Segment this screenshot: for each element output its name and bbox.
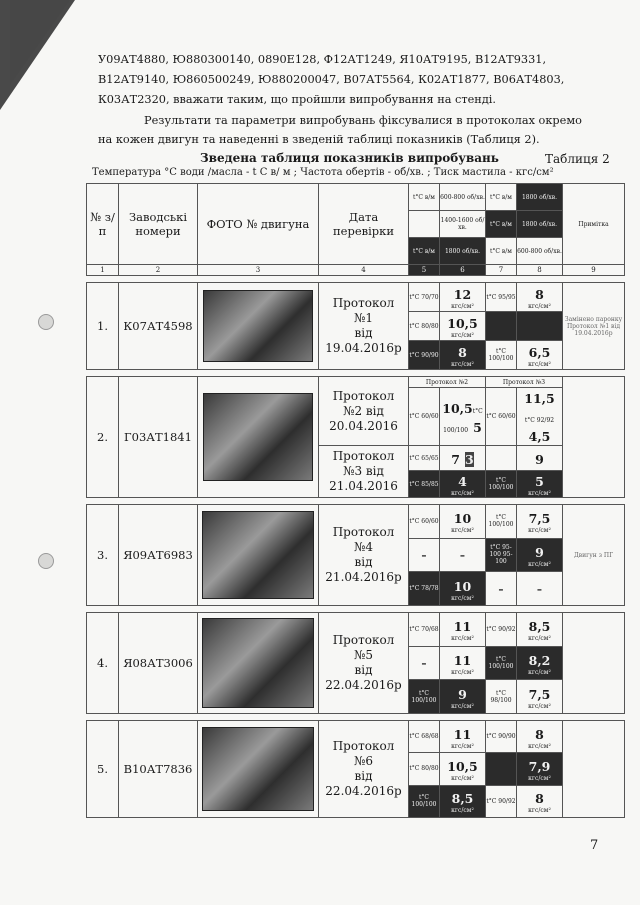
- pressure-cell: [517, 283, 563, 312]
- pressure-cell: [517, 613, 563, 647]
- table-label: Таблиця 2: [545, 152, 610, 166]
- protocol-cell: [319, 721, 409, 818]
- temp-label: t°C 92/92: [524, 417, 555, 424]
- pressure-unit: кгс/см²: [451, 668, 474, 676]
- protocol-from: від: [365, 403, 384, 418]
- protocol-cell: [319, 283, 409, 370]
- pressure-unit: кгс/см²: [528, 361, 551, 368]
- engine-photo: [202, 511, 314, 599]
- serial-number: В10АТ7836: [119, 721, 198, 818]
- header-rpm1: 600-800 об/хв.: [440, 184, 486, 211]
- binder-hole-top: [38, 314, 54, 330]
- intro-line-2: В12АТ9140, Ю860500249, Ю880200047, В07АТ5564, К02АТ1877, В06АТ4803,: [98, 73, 565, 86]
- protocol-number: №6: [354, 754, 373, 768]
- pressure-value: 10,5: [447, 316, 478, 331]
- table-row: [87, 283, 625, 312]
- pressure-unit: кгс/см²: [451, 527, 474, 535]
- dash-cell: -: [486, 572, 517, 606]
- column-number-row: [87, 265, 625, 276]
- protocol-label: Протокол: [332, 739, 395, 753]
- engine-photo-cell: [198, 377, 319, 498]
- pressure-cell: [440, 283, 486, 312]
- pressure-value: 12: [453, 287, 472, 302]
- header-blank: [409, 211, 440, 238]
- pressure-cell: [440, 505, 486, 539]
- pressure-cell: [440, 613, 486, 647]
- row-number: 4.: [87, 613, 119, 714]
- pressure-cell: [517, 646, 563, 680]
- summary-table: [86, 183, 625, 818]
- temp-label: t°C 100/100: [443, 407, 483, 434]
- pressure-unit: кгс/см²: [528, 560, 551, 568]
- dark-cell: [486, 753, 517, 785]
- pressure-cell: [440, 341, 486, 370]
- temp-cell: t°C 90/92: [486, 613, 517, 647]
- pressure-unit: кгс/см²: [528, 774, 551, 782]
- pressure-value: 10: [453, 578, 472, 594]
- protocol-from: від: [354, 769, 373, 783]
- pressure-value: 8,2: [528, 652, 551, 668]
- temp-cell: t°C 100/100: [486, 505, 517, 539]
- colnum-5: 5: [409, 265, 440, 276]
- pressure-unit: кгс/см²: [451, 361, 474, 368]
- row-number: 1.: [87, 283, 119, 370]
- colnum-9: 9: [563, 265, 625, 276]
- temp-cell: t°C 100/100: [409, 785, 440, 817]
- colnum-2: 2: [119, 265, 198, 276]
- colnum-1: 1: [87, 265, 119, 276]
- pressure-cell: [517, 388, 563, 446]
- pressure-cell: [517, 341, 563, 370]
- note-cell: Замінено паронку Протокол №1 від 19.04.2016р: [563, 283, 625, 370]
- split-cell: [409, 388, 440, 446]
- protocol-cell: [319, 377, 409, 446]
- pressure-cell: [440, 471, 486, 498]
- subheader: Протокол №2: [409, 377, 486, 388]
- temp-cell: t°C 100/100: [409, 680, 440, 714]
- pressure-unit: кгс/см²: [451, 303, 474, 310]
- pressure-cell: [517, 505, 563, 539]
- note-cell: [563, 721, 625, 818]
- intro-line-3: К03АТ2320, вважати таким, що пройшли випробування на стенді.: [98, 93, 497, 106]
- engine-photo-cell: [198, 505, 319, 606]
- intro-line-5: на кожен двигун та наведенні в зведеній таблиці показників (Таблиця 2).: [98, 133, 540, 146]
- engine-photo: [202, 618, 314, 708]
- pressure-value: 8: [535, 726, 544, 742]
- folded-corner: [0, 0, 75, 110]
- header-row: [87, 184, 625, 211]
- pressure-cell: [440, 572, 486, 606]
- table-row: [87, 613, 625, 647]
- header-rpm3b: 1800 об/хв.: [440, 238, 486, 265]
- pressure-unit: кгс/см²: [451, 332, 474, 339]
- pressure-value: 11,5: [524, 391, 555, 406]
- pressure-cell: [440, 646, 486, 680]
- protocol-cell-2: [319, 446, 409, 498]
- header-notes: Примітка: [563, 184, 625, 265]
- pressure-unit: кгс/см²: [528, 527, 551, 535]
- pressure-cell: [517, 753, 563, 785]
- temp-cell: t°C 100/100: [486, 646, 517, 680]
- pressure-value: 7,9: [528, 758, 551, 774]
- temp-cell: t°C 68/68: [409, 721, 440, 753]
- protocol-label: Протокол: [332, 388, 395, 403]
- temp-cell: t°C 78/78: [409, 572, 440, 606]
- dash-cell: -: [440, 538, 486, 572]
- temp-cell: t°C 60/60: [486, 388, 517, 446]
- protocol-cell: [319, 613, 409, 714]
- row-number: 2.: [87, 377, 119, 498]
- dark-cell: [486, 312, 517, 341]
- pressure-value: 7: [451, 451, 460, 467]
- protocol-date: 20.04.2016: [329, 418, 398, 433]
- pressure-unit: кгс/см²: [528, 807, 551, 815]
- pressure-unit: кгс/см²: [528, 702, 551, 710]
- temp-cell: t°C 95/95: [486, 283, 517, 312]
- pressure-value: 11: [453, 726, 472, 742]
- note-cell: Двигун з ПГ: [563, 505, 625, 606]
- colnum-6: 6: [440, 265, 486, 276]
- pressure-value: 8: [535, 287, 544, 302]
- dash-cell: -: [409, 538, 440, 572]
- empty-cell: [486, 446, 517, 471]
- protocol-date: 21.04.2016: [329, 479, 398, 493]
- subheader: Протокол №3: [486, 377, 563, 388]
- pressure-cell: [517, 471, 563, 498]
- pressure-unit: кгс/см²: [528, 490, 551, 497]
- serial-number: К07АТ4598: [119, 283, 198, 370]
- pressure-value: 6,5: [528, 345, 551, 360]
- temp-cell: t°C 70/68: [409, 613, 440, 647]
- temp-cell: t°C 70/70: [409, 283, 440, 312]
- protocol-number: №3: [343, 464, 363, 478]
- protocol-from: від: [365, 464, 384, 478]
- pressure-value: 7,5: [528, 686, 551, 702]
- protocol-date: 22.04.2016р: [325, 678, 402, 692]
- binder-hole-bottom: [38, 553, 54, 569]
- pressure-cell: [440, 388, 486, 446]
- table-row: [87, 505, 625, 539]
- note-cell: [563, 377, 625, 498]
- protocol-date: 22.04.2016р: [325, 784, 402, 798]
- protocol-label: Протокол: [332, 296, 395, 310]
- pressure-value: 11: [453, 619, 472, 635]
- pressure-unit: кгс/см²: [451, 742, 474, 750]
- protocol-date: 21.04.2016р: [325, 570, 402, 584]
- pressure-cell: [440, 721, 486, 753]
- table-caption: Зведена таблиця показників випробувань: [200, 151, 499, 165]
- temp-cell: t°C 90/90: [409, 341, 440, 370]
- header-t4: t°C в/м: [409, 238, 440, 265]
- serial-number: Г03АТ1841: [119, 377, 198, 498]
- pressure-value: 4: [458, 474, 467, 489]
- temp-cell: t°C 80/80: [409, 312, 440, 341]
- header-photo: ФОТО № двигуна: [198, 184, 319, 265]
- pressure-value: 8: [535, 791, 544, 807]
- protocol-from: від: [354, 663, 373, 677]
- table-row: [87, 721, 625, 753]
- pressure-value: 11: [453, 652, 472, 668]
- pressure-value: 10,5: [447, 758, 478, 774]
- header-rpm3: 1800 об/хв.: [517, 211, 563, 238]
- table-legend: Температура °С води /масла - t С в/ м ; Частота обертів - об/хв. ; Тиск мастила - кгс/см²: [92, 167, 554, 178]
- pressure-cell: [440, 312, 486, 341]
- engine-photo: [203, 290, 313, 362]
- pressure-unit: кгс/см²: [451, 702, 474, 710]
- pressure-cell: [440, 753, 486, 785]
- pressure-value: 4,5: [528, 429, 551, 444]
- pressure-unit: кгс/см²: [528, 635, 551, 643]
- serial-number: Я08АТ3006: [119, 613, 198, 714]
- pressure-unit: кгс/см²: [528, 742, 551, 750]
- protocol-from: від: [354, 326, 373, 340]
- pressure-value: 9: [458, 686, 467, 702]
- engine-photo: [202, 727, 314, 811]
- protocol-number: №5: [354, 648, 373, 662]
- pressure-cell: [440, 785, 486, 817]
- temp-cell: t°C 65/65: [409, 446, 440, 471]
- dash-cell: -: [409, 646, 440, 680]
- temp-cell: t°C 90/90: [486, 721, 517, 753]
- engine-photo-cell: [198, 721, 319, 818]
- pressure-cell: [517, 538, 563, 572]
- temp-cell: t°C 98/100: [486, 680, 517, 714]
- pressure-value: 5: [535, 474, 544, 489]
- header-t3: t°C в/м: [486, 184, 517, 211]
- pressure-unit: кгс/см²: [451, 594, 474, 602]
- header-t2: t°C в/м: [486, 211, 517, 238]
- temp-cell: t°C 90/92: [486, 785, 517, 817]
- pressure-cell: [517, 680, 563, 714]
- intro-line-4: Результати та параметри випробувань фіксувалися в протоколах окремо: [144, 114, 582, 127]
- protocol-from: від: [354, 555, 373, 569]
- engine-photo-cell: [198, 613, 319, 714]
- header-rpm2: 1400-1600 об/хв.: [440, 211, 486, 238]
- engine-photo-cell: [198, 283, 319, 370]
- protocol-number: №2: [343, 403, 363, 418]
- pressure-value: 7,5: [528, 511, 551, 527]
- temp-cell: t°C 60/60: [409, 505, 440, 539]
- pressure-value: 8,5: [451, 791, 474, 807]
- protocol-label: Протокол: [332, 449, 395, 463]
- header-t1: t°C в/м: [409, 184, 440, 211]
- engine-photo: [203, 393, 313, 481]
- temp-cell: t°C 80/80: [409, 753, 440, 785]
- header-date: Дата перевірки: [319, 184, 409, 265]
- colnum-7: 7: [486, 265, 517, 276]
- colnum-8: 8: [517, 265, 563, 276]
- page-number: 7: [590, 838, 599, 853]
- pressure-value: 10,5: [442, 400, 473, 416]
- note-cell: [563, 613, 625, 714]
- pressure-unit: кгс/см²: [528, 668, 551, 676]
- protocol-date: 19.04.2016р: [325, 341, 402, 355]
- colnum-4: 4: [319, 265, 409, 276]
- pressure-value: 3: [465, 451, 474, 467]
- header-rpm5: 600-800 об/хв.: [517, 238, 563, 265]
- pressure-unit: кгс/см²: [451, 807, 474, 815]
- temp-cell: t°C 95-100 95-100: [486, 538, 517, 572]
- protocol-number: №4: [354, 540, 373, 554]
- pressure-unit: кгс/см²: [451, 490, 474, 497]
- pressure-value: 8,5: [528, 619, 551, 635]
- temp-cell: t°C 100/100: [486, 341, 517, 370]
- temp-cell: t°C 100/100: [486, 471, 517, 498]
- pressure-value: 5: [473, 419, 482, 435]
- row-number: 5.: [87, 721, 119, 818]
- header-rpm4: 1800 об/хв.: [517, 184, 563, 211]
- pressure-unit: кгс/см²: [451, 635, 474, 643]
- protocol-label: Протокол: [332, 633, 395, 647]
- protocol-label: Протокол: [332, 525, 395, 539]
- pressure-cell: [440, 680, 486, 714]
- serial-number: Я09АТ6983: [119, 505, 198, 606]
- pressure-value: 9: [535, 544, 544, 560]
- protocol-number: №1: [354, 311, 373, 325]
- pressure-cell: [517, 446, 563, 471]
- intro-line-1: У09АТ4880, Ю880300140, 0890Е128, Ф12АТ1249, Я10АТ9195, В12АТ9331,: [98, 53, 547, 66]
- protocol-cell: [319, 505, 409, 606]
- pressure-cell: [517, 785, 563, 817]
- temp-label: t°C 60/60: [409, 413, 439, 420]
- colnum-3: 3: [198, 265, 319, 276]
- table-row: [87, 377, 625, 388]
- pressure-value: 8: [458, 345, 467, 360]
- pressure-value: 10: [453, 511, 472, 527]
- pressure-cell: [517, 721, 563, 753]
- temp-cell: t°C 85/85: [409, 471, 440, 498]
- pressure-value: 9: [535, 451, 544, 467]
- header-serial: Заводські номери: [119, 184, 198, 265]
- pressure-unit: кгс/см²: [451, 774, 474, 782]
- row-number: 3.: [87, 505, 119, 606]
- dark-cell: [517, 312, 563, 341]
- dash-cell: -: [517, 572, 563, 606]
- header-t1b: t°C в/м: [486, 238, 517, 265]
- pressure-unit: кгс/см²: [528, 303, 551, 310]
- pressure-cell: [440, 446, 486, 471]
- header-no: № з/п: [87, 184, 119, 265]
